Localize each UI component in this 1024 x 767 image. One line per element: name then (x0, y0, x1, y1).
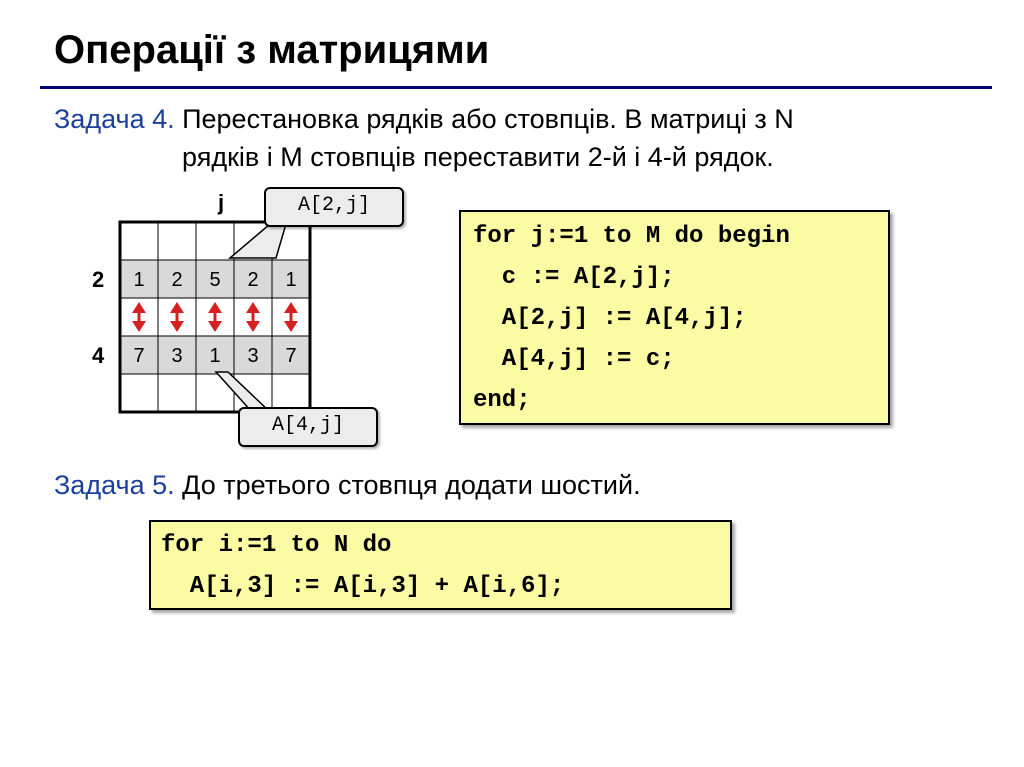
callout-a4j: A[4,j] (238, 407, 378, 447)
row4-cell-value: 7 (133, 345, 145, 367)
row4-cell-value: 7 (285, 345, 297, 367)
slide-title: Операції з матрицями (54, 28, 490, 72)
swap-arrow-head-down (208, 321, 222, 332)
row2-cell-value: 5 (209, 269, 221, 291)
row2-cell-value: 1 (133, 269, 145, 291)
code-line: c := A[2,j]; (473, 264, 675, 291)
swap-arrow-head-up (208, 302, 222, 313)
task4-label: Задача 4. (54, 104, 175, 134)
row2-cell-value: 1 (285, 269, 297, 291)
swap-arrow (284, 302, 298, 332)
swap-arrow (132, 302, 146, 332)
swap-arrow-head-down (246, 321, 260, 332)
task4-line1 (54, 104, 794, 135)
code-line: for j:=1 to M do begin (473, 223, 790, 250)
swap-arrows (132, 302, 298, 332)
code-line: A[4,j] := c; (473, 346, 675, 373)
row2-cell-value: 2 (247, 269, 259, 291)
code-line: end; (473, 387, 531, 414)
task4-text-line2: рядків і M стовпців переставити 2-й і 4-й рядок. (182, 142, 774, 172)
callout-a4j-pointer (216, 372, 270, 412)
swap-arrow (246, 302, 260, 332)
code-block-task5 (149, 520, 732, 610)
swap-arrow-head-down (132, 321, 146, 332)
swap-arrow-head-up (132, 302, 146, 313)
task5-text: До третього стовпця додати шостий. (174, 470, 641, 500)
swap-arrow-head-up (284, 302, 298, 313)
swap-arrow-head-down (170, 321, 184, 332)
task5-line (54, 470, 641, 501)
column-index-label: j (218, 190, 225, 215)
row2-cell-value: 2 (171, 269, 183, 291)
callout-a2j: A[2,j] (264, 187, 404, 227)
swap-arrow (208, 302, 222, 332)
code-line: for i:=1 to N do (161, 532, 392, 559)
code-block-task4 (459, 210, 890, 425)
code-line: A[2,j] := A[4,j]; (473, 305, 747, 332)
swap-arrow (170, 302, 184, 332)
row2-label: 2 (92, 267, 105, 292)
row4-label: 4 (92, 343, 105, 368)
task5-label: Задача 5. (54, 470, 175, 500)
swap-arrow-head-up (170, 302, 184, 313)
callout-a2j-pointer (230, 224, 286, 258)
swap-arrow-head-up (246, 302, 260, 313)
code-line: A[i,3] := A[i,3] + A[i,6]; (161, 573, 565, 600)
swap-arrow-head-down (284, 321, 298, 332)
row4-cell-value: 1 (209, 345, 221, 367)
title-underline (40, 86, 992, 89)
row4-cell-value: 3 (247, 345, 259, 367)
task4-text-line1: Перестановка рядків або стовпців. В матриці з N (174, 104, 794, 134)
row4-cell-value: 3 (171, 345, 183, 367)
